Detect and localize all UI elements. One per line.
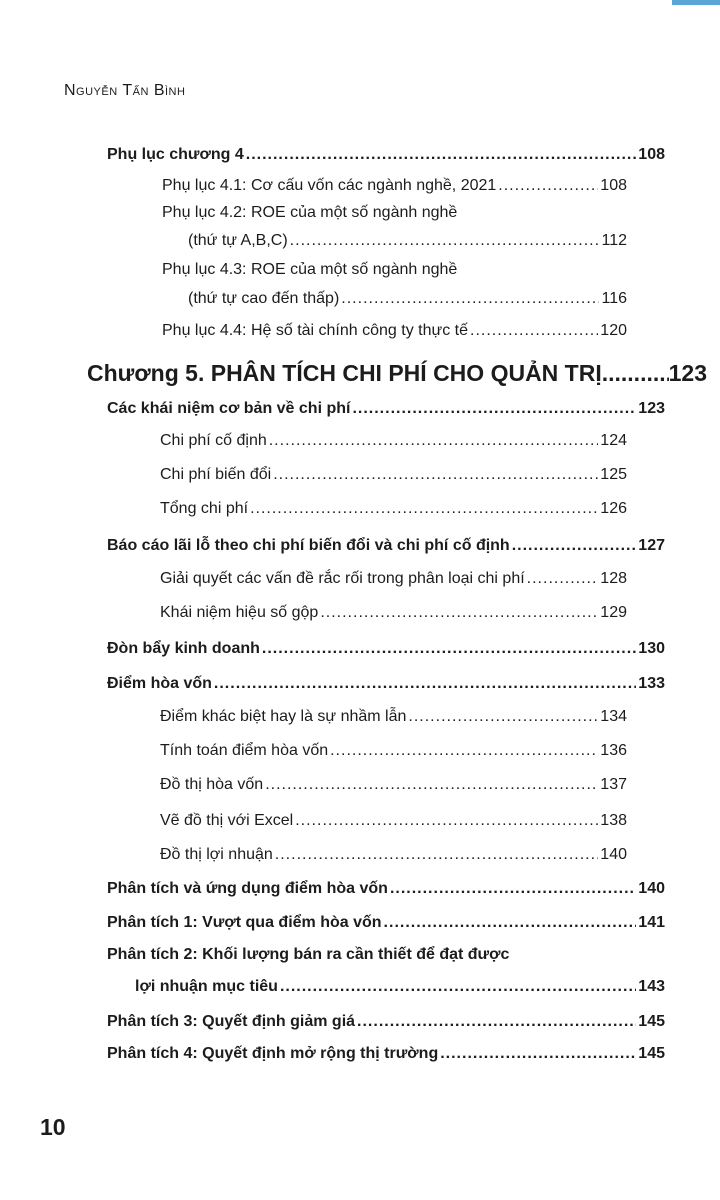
- toc-entry-page: 145: [638, 1045, 665, 1062]
- toc-entry-page: 134: [600, 708, 627, 725]
- toc-entry-page: 126: [600, 500, 627, 517]
- toc-entry-label: Khái niệm hiệu số gộp: [160, 604, 319, 621]
- toc-entry-page: 123: [638, 400, 665, 417]
- toc-entry-appendix-4-1[interactable]: [162, 177, 627, 195]
- toc-leader-dots: [320, 604, 598, 622]
- toc-section-operating-leverage[interactable]: [107, 640, 665, 658]
- toc-leader-dots: [246, 146, 637, 164]
- toc-entry-page: 133: [638, 675, 665, 692]
- toc-entry-page: 127: [638, 537, 665, 554]
- toc-entry-label: Điểm khác biệt hay là sự nhầm lẫn: [160, 708, 407, 725]
- page-number: 10: [40, 1114, 66, 1140]
- toc-entry-page: 108: [638, 146, 665, 163]
- toc-entry-page: 124: [600, 432, 627, 449]
- toc-section-analysis-1[interactable]: [107, 914, 665, 932]
- toc-section-analysis-3[interactable]: [107, 1013, 665, 1031]
- toc-entry-label: Đòn bẩy kinh doanh: [107, 640, 260, 657]
- toc-subsection-variable-cost[interactable]: [160, 466, 627, 484]
- toc-entry-label: Các khái niệm cơ bản về chi phí: [107, 400, 351, 417]
- toc-subsection-profit-chart[interactable]: [160, 846, 627, 864]
- toc-leader-dots: [250, 500, 598, 518]
- toc-subsection-difference-or-confusion[interactable]: [160, 708, 627, 726]
- toc-entry-page: 128: [600, 570, 627, 587]
- toc-entry-label: Giải quyết các vấn đề rắc rối trong phân loại chi phí: [160, 570, 525, 587]
- toc-entry-label: Chi phí cố định: [160, 432, 267, 449]
- toc-entry-label: lợi nhuận mục tiêu: [135, 978, 278, 995]
- toc-leader-dots: [390, 880, 636, 898]
- chapter-page: 123: [668, 360, 707, 386]
- toc-leader-dots: [265, 776, 598, 794]
- toc-leader-dots: [262, 640, 636, 658]
- toc-subsection-excel-chart[interactable]: [160, 812, 627, 830]
- toc-entry-label: Đồ thị lợi nhuận: [160, 846, 273, 863]
- toc-leader-dots: [512, 537, 637, 555]
- toc-subsection-cost-classification[interactable]: [160, 570, 627, 588]
- chapter-title: Chương 5. PHÂN TÍCH CHI PHÍ CHO QUẢN TRỊ: [87, 360, 602, 386]
- toc-leader-dots: [275, 846, 599, 864]
- toc-section-break-even[interactable]: [107, 675, 665, 693]
- toc-leader-dots: [357, 1013, 636, 1031]
- toc-leader-dots: [280, 978, 636, 996]
- toc-entry-label: Phân tích 4: Quyết định mở rộng thị trường: [107, 1045, 439, 1062]
- toc-subsection-break-even-chart[interactable]: [160, 776, 627, 794]
- toc-entry-label: Phụ lục 4.4: Hệ số tài chính công ty thực tế: [162, 322, 468, 339]
- toc-entry-label: Tính toán điểm hòa vốn: [160, 742, 329, 759]
- toc-entry-label: Phụ lục 4.1: Cơ cấu vốn các ngành nghề, 2021: [162, 177, 497, 194]
- toc-leader-dots: [214, 675, 636, 693]
- toc-entry-label: Phân tích và ứng dụng điểm hòa vốn: [107, 880, 388, 897]
- toc-entry-label: Đồ thị hòa vốn: [160, 776, 264, 793]
- toc-leader-dots: [498, 177, 598, 195]
- toc-entry-label: (thứ tự A,B,C): [188, 232, 288, 249]
- toc-subsection-gross-margin[interactable]: [160, 604, 627, 622]
- toc-entry-page: 145: [638, 1013, 665, 1030]
- toc-entry-page: 136: [600, 742, 627, 759]
- toc-leader-dots: [352, 400, 636, 418]
- toc-entry-page: 125: [600, 466, 627, 483]
- toc-entry-label: Vẽ đồ thị với Excel: [160, 812, 294, 829]
- toc-leader-dots: [295, 812, 598, 830]
- toc-entry-page: 130: [638, 640, 665, 657]
- toc-entry-page: 129: [600, 604, 627, 621]
- toc-subsection-compute-break-even[interactable]: [160, 742, 627, 760]
- toc-entry-label: Chi phí biến đổi: [160, 466, 272, 483]
- toc-chapter-5[interactable]: [87, 360, 707, 387]
- toc-leader-dots: [330, 742, 598, 760]
- toc-section-analysis-2-line1: Phân tích 2: Khối lượng bán ra cần thiết để đạt được: [107, 946, 510, 963]
- toc-entry-appendix-4-3[interactable]: [188, 290, 627, 308]
- toc-leader-dots: [470, 322, 598, 340]
- toc-entry-appendix-4[interactable]: [107, 146, 665, 164]
- toc-entry-appendix-4-2-line1: Phụ lục 4.2: ROE của một số ngành nghề: [162, 204, 458, 221]
- toc-entry-page: 140: [638, 880, 665, 897]
- toc-entry-label: Phân tích 1: Vượt qua điểm hòa vốn: [107, 914, 382, 931]
- toc-leader-dots: [408, 708, 598, 726]
- top-edge-accent: [672, 0, 720, 5]
- toc-section-basic-cost-concepts[interactable]: [107, 400, 665, 418]
- toc-entry-page: 116: [601, 290, 627, 307]
- toc-entry-page: 141: [638, 914, 665, 931]
- toc-leader-dots: [440, 1045, 636, 1063]
- toc-entry-page: 137: [600, 776, 627, 793]
- toc-leader-dots: [602, 360, 669, 387]
- toc-entry-appendix-4-3-line1: Phụ lục 4.3: ROE của một số ngành nghề: [162, 261, 458, 278]
- toc-entry-label: Báo cáo lãi lỗ theo chi phí biến đổi và chi phí cố định: [107, 537, 510, 554]
- toc-subsection-total-cost[interactable]: [160, 500, 627, 518]
- toc-entry-appendix-4-2[interactable]: [188, 232, 627, 250]
- toc-entry-label: Điểm hòa vốn: [107, 675, 212, 692]
- toc-section-analysis-2[interactable]: [135, 978, 665, 996]
- toc-section-break-even-analysis[interactable]: [107, 880, 665, 898]
- toc-entry-label: Tổng chi phí: [160, 500, 249, 517]
- toc-section-analysis-4[interactable]: [107, 1045, 665, 1063]
- toc-leader-dots: [527, 570, 599, 588]
- toc-entry-page: 138: [600, 812, 627, 829]
- running-header: Nguyễn Tấn Bình: [64, 82, 186, 99]
- toc-entry-page: 143: [638, 978, 665, 995]
- toc-entry-label: (thứ tự cao đến thấp): [188, 290, 340, 307]
- toc-entry-page: 140: [600, 846, 627, 863]
- toc-entry-appendix-4-4[interactable]: [162, 322, 627, 340]
- toc-section-profit-loss-report[interactable]: [107, 537, 665, 555]
- toc-leader-dots: [269, 432, 599, 450]
- toc-leader-dots: [290, 232, 600, 250]
- toc-entry-page: 108: [600, 177, 627, 194]
- toc-entry-page: 120: [600, 322, 627, 339]
- toc-subsection-fixed-cost[interactable]: [160, 432, 627, 450]
- toc-leader-dots: [384, 914, 637, 932]
- toc-entry-label: Phụ lục chương 4: [107, 146, 244, 163]
- toc-leader-dots: [273, 466, 598, 484]
- toc-entry-page: 112: [601, 232, 627, 249]
- toc-entry-label: Phân tích 3: Quyết định giảm giá: [107, 1013, 356, 1030]
- toc-leader-dots: [341, 290, 599, 308]
